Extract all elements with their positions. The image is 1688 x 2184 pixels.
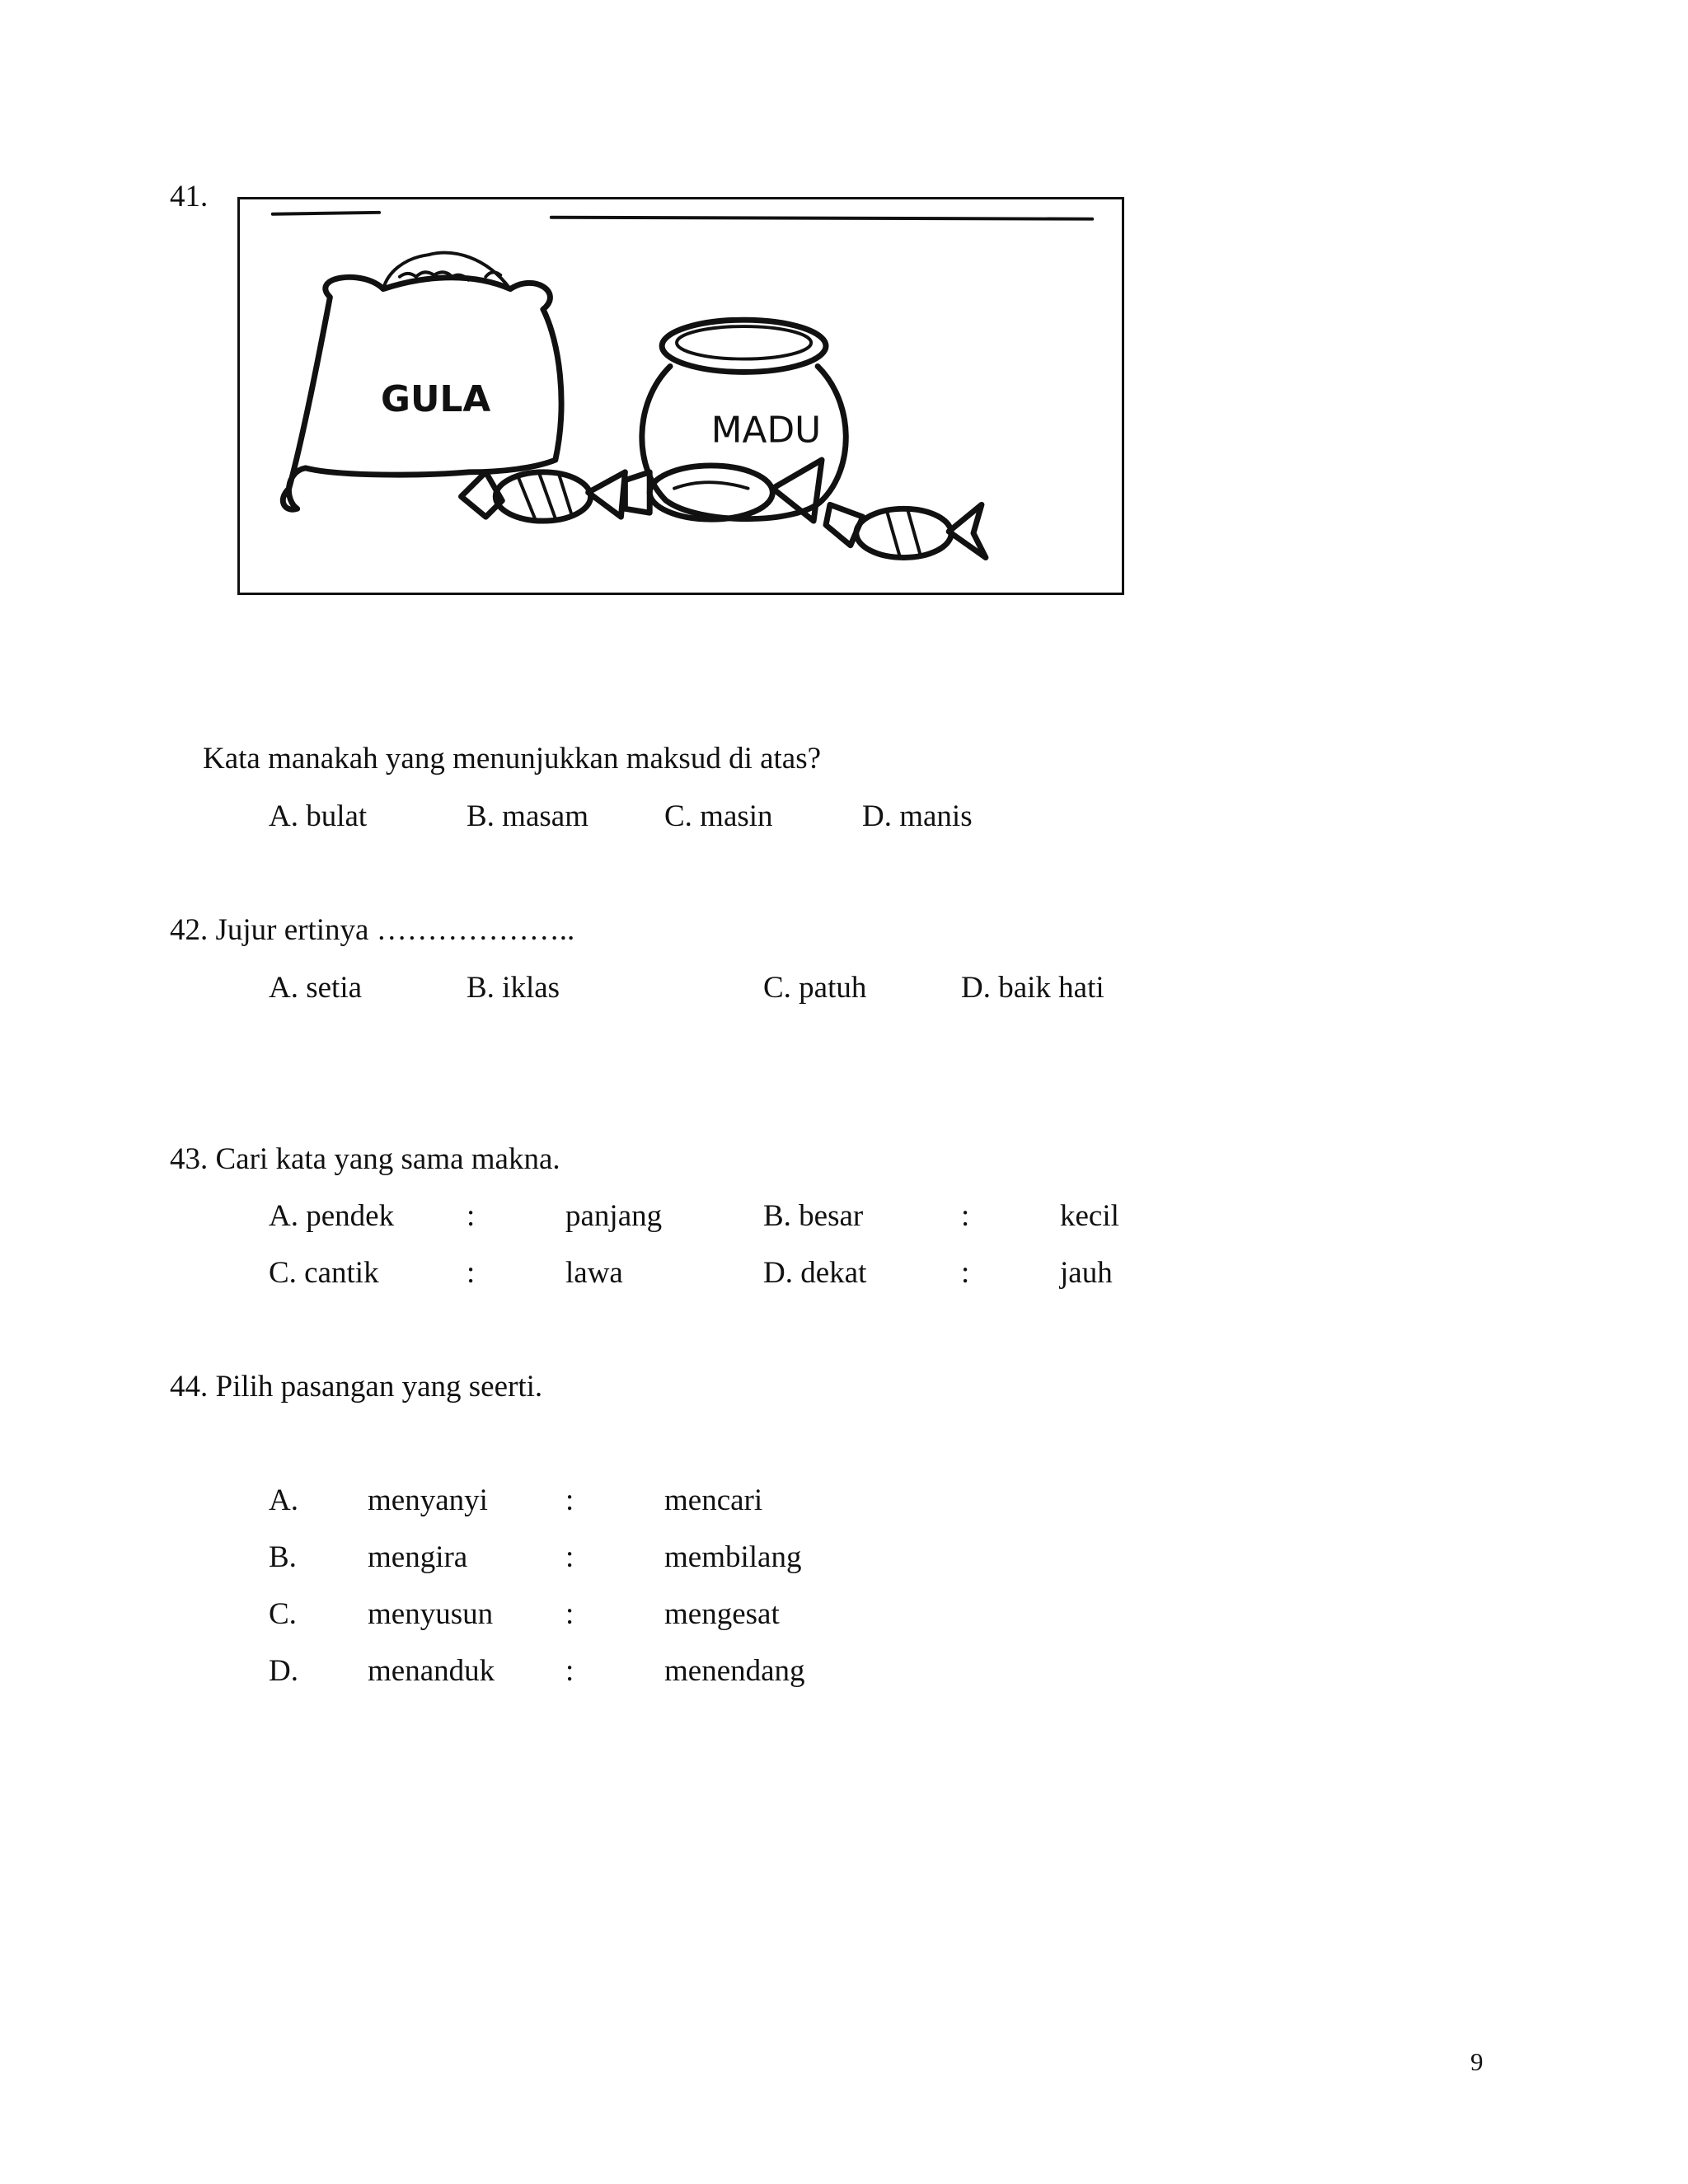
q43-option-d-right: jauh [1060, 1256, 1113, 1290]
q43-option-c-sep: : [467, 1256, 476, 1290]
q44-option-d-word2: menendang [664, 1654, 805, 1688]
q41-illustration [237, 197, 1124, 595]
scan-line [273, 213, 379, 214]
q43-option-c-left[interactable]: C. cantik [269, 1256, 379, 1290]
sweets-drawing [240, 199, 1122, 593]
q42-option-b[interactable]: B. iklas [467, 971, 560, 1005]
q43-option-d-sep: : [961, 1256, 970, 1290]
q44-option-c-word1: menyusun [368, 1597, 494, 1631]
q41-option-c[interactable]: C. masin [664, 799, 773, 833]
q44-option-d-letter[interactable]: D. [269, 1654, 298, 1688]
q41-option-b[interactable]: B. masam [467, 799, 588, 833]
candy-icon [826, 504, 986, 557]
q43-option-b-right: kecil [1060, 1199, 1119, 1233]
q43-option-b-left[interactable]: B. besar [763, 1199, 864, 1233]
q43-option-a-sep: : [467, 1199, 476, 1233]
page-number: 9 [1470, 2047, 1484, 2076]
q44-option-a-word2: mencari [664, 1483, 763, 1517]
q43-option-b-sep: : [961, 1199, 970, 1233]
q41-option-a[interactable]: A. bulat [269, 799, 368, 833]
q42-option-a[interactable]: A. setia [269, 971, 363, 1005]
q43-option-a-left[interactable]: A. pendek [269, 1199, 395, 1233]
q44-option-b-word1: mengira [368, 1540, 468, 1574]
scan-line [551, 218, 1092, 219]
q43-option-d-left[interactable]: D. dekat [763, 1256, 867, 1290]
q44-option-d-word1: menanduk [368, 1654, 495, 1688]
q41-number: 41. [170, 180, 209, 213]
q44-option-b-word2: membilang [664, 1540, 802, 1574]
q42-question: 42. Jujur ertinya ……………….. [170, 913, 575, 947]
q44-option-a-word1: menyanyi [368, 1483, 488, 1517]
honey-jar-label: MADU [710, 410, 822, 452]
q44-option-c-sep: : [565, 1597, 574, 1631]
q44-option-c-word2: mengesat [664, 1597, 780, 1631]
q44-option-b-letter[interactable]: B. [269, 1540, 297, 1574]
q44-option-d-sep: : [565, 1654, 574, 1688]
q42-option-d[interactable]: D. baik hati [961, 971, 1104, 1005]
sugar-sack-label: GULA [381, 378, 491, 420]
q44-option-a-letter[interactable]: A. [269, 1483, 298, 1517]
q42-option-c[interactable]: C. patuh [763, 971, 867, 1005]
q44-question: 44. Pilih pasangan yang seerti. [170, 1370, 543, 1404]
q43-option-a-right: panjang [565, 1199, 663, 1233]
candy-icon [461, 472, 625, 521]
q41-question: Kata manakah yang menunjukkan maksud di atas? [203, 742, 822, 776]
q44-option-b-sep: : [565, 1540, 574, 1574]
q43-question: 43. Cari kata yang sama makna. [170, 1142, 560, 1176]
q44-option-c-letter[interactable]: C. [269, 1597, 297, 1631]
q41-option-d[interactable]: D. manis [862, 799, 973, 833]
q43-option-c-right: lawa [565, 1256, 623, 1290]
q44-option-a-sep: : [565, 1483, 574, 1517]
